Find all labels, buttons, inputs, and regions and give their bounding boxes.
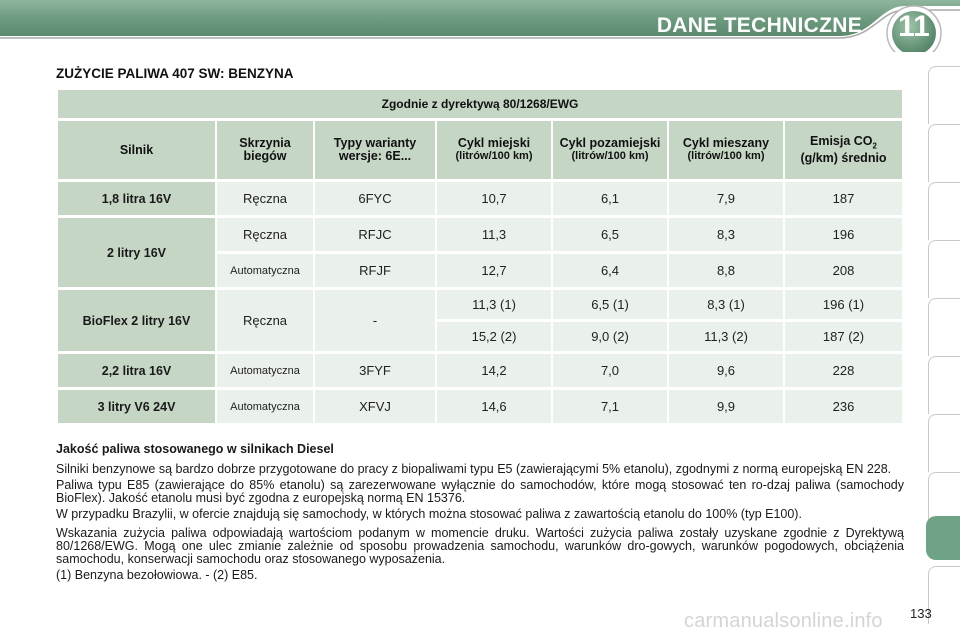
combined-cell: 9,9: [669, 390, 783, 423]
chapter-tab[interactable]: [928, 124, 960, 182]
combined-cell: 8,3: [669, 218, 783, 251]
section-title: ZUŻYCIE PALIWA 407 SW: BENZYNA: [56, 66, 294, 81]
co2-cell: 196: [785, 218, 902, 251]
type-cell: 6FYC: [315, 182, 435, 215]
co2-cell: 208: [785, 254, 902, 287]
co2-cell: 228: [785, 354, 902, 387]
paragraph: W przypadku Brazylii, w ofercie znajdują się samochody, w których można stosować paliwa z zawartością etanolu do 100% (typ E100).: [56, 507, 802, 521]
chapter-header: [0, 0, 960, 52]
co2-cell: 187: [785, 182, 902, 215]
paragraph: Paliwa typu E85 (zawierające do 85% etanolu) są zarezerwowane wyłącznie do samochodów, które mogą stosować ten ro-dzaj paliwa (samochody BioFlex). Jakość etanolu musi być zgodna z europejską normą EN 15376.: [56, 478, 904, 505]
body-text: [56, 443, 904, 585]
paragraph: Wskazania zużycia paliwa odpowiadają wartościom podanym w momencie druku. Wartości zużycia paliwa zostały uzyskane zgodnie z Dyrektywą 80/1268/EWG. Mogą one ulec zmianie zależnie od sposobu prowadzenia samochodu, warunków dro-gowych, warunków pogodowych, obciążenia samochodu, konserwacji samochodu oraz stosowanego wyposażenia.: [56, 526, 904, 566]
urban-cell: 12,7: [437, 254, 551, 287]
type-cell: 3FYF: [315, 354, 435, 387]
watermark: carmanualsonline.info: [684, 610, 883, 632]
gearbox-cell: Ręczna: [217, 290, 313, 351]
urban-cell: 11,3 (1): [437, 290, 551, 319]
co2-cell: 236: [785, 390, 902, 423]
extra-urban-cell: 6,1: [553, 182, 667, 215]
text-subheading: Jakość paliwa stosowanego w silnikach Diesel: [56, 442, 334, 456]
gearbox-cell: Ręczna: [217, 182, 313, 215]
page-number: 133: [910, 606, 932, 621]
col-header-extra-urban: Cykl pozamiejski (litrów/100 km): [553, 121, 667, 179]
chapter-tab[interactable]: [928, 298, 960, 356]
col-header-gearbox: Skrzynia biegów: [217, 121, 313, 179]
engine-cell: 1,8 litra 16V: [58, 182, 215, 215]
type-cell: -: [315, 290, 435, 351]
chapter-tab[interactable]: [928, 240, 960, 298]
co2-cell: 196 (1): [785, 290, 902, 319]
table-row: [58, 354, 902, 387]
directive-header: Zgodnie z dyrektywą 80/1268/EWG: [58, 90, 902, 118]
engine-cell: BioFlex 2 litry 16V: [58, 290, 215, 351]
col-header-combined: Cykl mieszany (litrów/100 km): [669, 121, 783, 179]
combined-cell: 8,3 (1): [669, 290, 783, 319]
combined-cell: 7,9: [669, 182, 783, 215]
chapter-tab[interactable]: [928, 66, 960, 124]
chapter-tab[interactable]: [928, 566, 960, 624]
combined-cell: 8,8: [669, 254, 783, 287]
chapter-tabs: [928, 66, 960, 640]
table-row: [58, 182, 902, 215]
col-header-type: Typy warianty wersje: 6E...: [315, 121, 435, 179]
combined-cell: 11,3 (2): [669, 322, 783, 351]
co2-cell: 187 (2): [785, 322, 902, 351]
extra-urban-cell: 6,4: [553, 254, 667, 287]
engine-cell: 3 litry V6 24V: [58, 390, 215, 423]
type-cell: RFJF: [315, 254, 435, 287]
urban-cell: 14,6: [437, 390, 551, 423]
combined-cell: 9,6: [669, 354, 783, 387]
extra-urban-cell: 9,0 (2): [553, 322, 667, 351]
extra-urban-cell: 7,1: [553, 390, 667, 423]
table-row: [58, 390, 902, 423]
gearbox-cell: Automatyczna: [217, 254, 313, 287]
chapter-tab[interactable]: [928, 356, 960, 414]
gearbox-cell: Automatyczna: [217, 354, 313, 387]
chapter-number-badge: 11: [898, 10, 930, 43]
urban-cell: 15,2 (2): [437, 322, 551, 351]
footnote: (1) Benzyna bezołowiowa. - (2) E85.: [56, 568, 258, 582]
urban-cell: 10,7: [437, 182, 551, 215]
col-header-engine: Silnik: [58, 121, 215, 179]
chapter-tab-active[interactable]: [926, 516, 960, 560]
gearbox-cell: Ręczna: [217, 218, 313, 251]
table-row: [58, 218, 902, 251]
urban-cell: 14,2: [437, 354, 551, 387]
engine-cell: 2 litry 16V: [58, 218, 215, 287]
chapter-tab[interactable]: [928, 182, 960, 240]
extra-urban-cell: 6,5 (1): [553, 290, 667, 319]
chapter-tab[interactable]: [928, 414, 960, 472]
paragraph: Silniki benzynowe są bardzo dobrze przygotowane do pracy z biopaliwami typu E5 (zawierającymi 5% etanolu), zgodnymi z normą europejską EN 228.: [56, 462, 892, 476]
extra-urban-cell: 6,5: [553, 218, 667, 251]
engine-cell: 2,2 litra 16V: [58, 354, 215, 387]
chapter-title: DANE TECHNICZNE: [656, 14, 862, 37]
type-cell: RFJC: [315, 218, 435, 251]
column-header-row: [58, 121, 902, 179]
gearbox-cell: Automatyczna: [217, 390, 313, 423]
extra-urban-cell: 7,0: [553, 354, 667, 387]
type-cell: XFVJ: [315, 390, 435, 423]
fuel-consumption-table: [56, 87, 904, 426]
table-row: [58, 290, 902, 319]
col-header-co2: Emisja $CO_2$ (g/km) średnio: [785, 121, 902, 179]
urban-cell: 11,3: [437, 218, 551, 251]
col-header-urban: Cykl miejski (litrów/100 km): [437, 121, 551, 179]
